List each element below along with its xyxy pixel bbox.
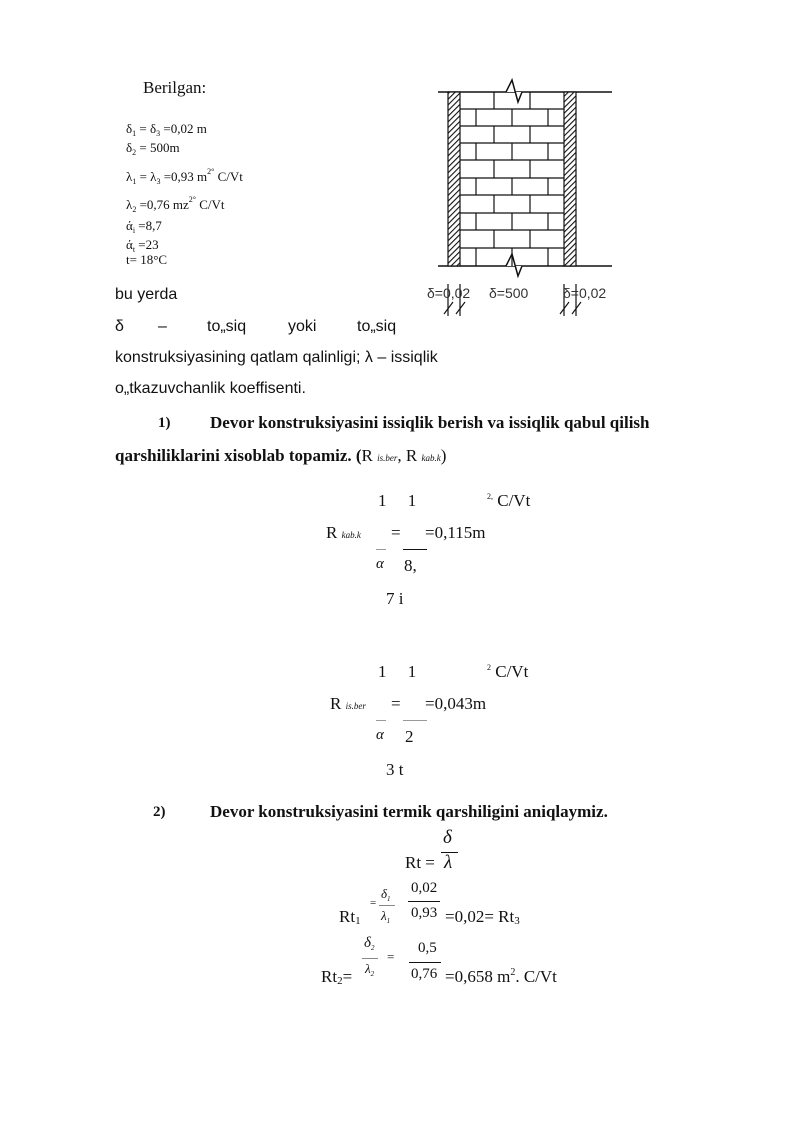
formula1-bar-alpha <box>376 549 386 550</box>
given-alpha-t: $ά_t =23$ <box>126 237 159 254</box>
formula5-numerator: 0,5 <box>418 940 437 956</box>
formula4-numerator: 0,02 <box>411 880 438 896</box>
given-alpha-i: $ά_i =8,7$ <box>126 218 162 235</box>
formula5-denominator: 0,76 <box>411 966 438 982</box>
formula1-equals: = <box>391 523 401 542</box>
formula3-lambda: λ <box>444 852 453 873</box>
dimension-label-right: δ=0,02 <box>563 285 607 301</box>
formula3-lhs: Rt = <box>405 853 435 872</box>
formula4-lambda: $\lambda_1$ <box>381 908 391 925</box>
formula2-bar-value <box>403 720 427 721</box>
formula2-numerators: 1 1 <box>378 662 417 681</box>
formula4-delta: $\delta_1$ <box>381 886 391 903</box>
formula4-lhs: Rt1 <box>339 907 361 927</box>
section-2-title: Devor konstruksiyasini termik qarshiligini aniqlaymiz. <box>210 802 608 821</box>
formula1-bottom: 7 i <box>386 589 404 608</box>
given-delta-2: $\delta_2 = 500m$ <box>126 140 180 157</box>
brick-masonry <box>460 92 564 266</box>
formula4-bar-values <box>408 901 440 902</box>
formula1-alpha: α <box>376 556 384 572</box>
break-mark-top <box>506 80 522 102</box>
formula5-equals-2: = <box>387 949 395 964</box>
dimension-label-middle: δ=500 <box>489 285 529 301</box>
formula1-unit: $^{2,}$ C/Vt <box>487 491 531 510</box>
given-lambda-1: $\lambda_1 = \lambda_3 =0,93$ $m^{2^\circ}$ C/Vt <box>126 167 243 186</box>
formula2-bar-alpha <box>376 720 386 721</box>
plaster-layer-right <box>564 92 576 266</box>
formula1-bar-value <box>403 549 427 550</box>
formula2-bottom: 3 t <box>386 760 404 779</box>
formula4-result: =0,02= Rt3 <box>445 907 520 927</box>
section-1-title: Devor konstruksiyasini issiqlik berish va issiqlik qabul qilish <box>210 413 650 432</box>
delta-word-yoki: yoki <box>288 318 317 335</box>
formula3-delta: δ <box>443 827 452 848</box>
formula4-denominator: 0,93 <box>411 905 438 921</box>
formula2-denominator: 2 <box>405 727 414 746</box>
given-temperature: t= 18°C <box>126 252 168 267</box>
break-mark-bottom <box>506 254 522 276</box>
plaster-layer-left <box>448 92 460 266</box>
brick-wall-diagram <box>420 70 630 320</box>
given-delta-1: $\delta_1 = \delta_3 =0,02$ m <box>126 121 207 138</box>
given-lambda-2: $\lambda_2 =0,76$ $mz^{2^\circ}$ C/Vt <box>126 195 225 214</box>
formula1-result: =0,115m <box>425 523 486 542</box>
formula2-result: =0,043m <box>425 694 487 713</box>
section-1-number: 1) <box>158 415 171 431</box>
bu-yerda-text: bu yerda <box>115 286 178 303</box>
given-heading: Berilgan: <box>143 78 207 97</box>
formula5-delta: $\delta_2$ <box>364 935 375 952</box>
formula2-equals: = <box>391 694 401 713</box>
definition-line-2: konstruksiyasining qatlam qalinligi; λ – issiqlik <box>115 349 438 366</box>
formula4-equals: = <box>370 897 377 909</box>
formula2-lhs: R is.ber <box>330 694 366 713</box>
section-1-title-line-2: qarshiliklarini xisoblab topamiz. (R is.ber, R kab.k) <box>115 446 447 465</box>
delta-word-tosiq-2: to„siq <box>357 318 397 335</box>
delta-dash: – <box>158 318 167 335</box>
formula2-alpha: α <box>376 727 384 743</box>
delta-definition-part1: δ <box>115 318 124 335</box>
formula5-lambda: $\lambda_2$ <box>365 961 375 978</box>
formula5-result: =0,658 $m^2$. C/Vt <box>445 967 557 986</box>
formula4-bar-symbols <box>379 905 395 906</box>
definition-line-3: o„tkazuvchanlik koeffisenti. <box>115 380 306 397</box>
formula1-denominator: 8, <box>404 556 417 575</box>
section-2-number: 2) <box>153 804 166 820</box>
delta-word-tosiq-1: to„siq <box>207 318 247 335</box>
formula5-bar-symbols <box>362 958 378 959</box>
formula5-lhs: Rt2= <box>321 967 353 987</box>
dimension-label-left: δ=0,02 <box>427 285 471 301</box>
formula5-bar-values <box>409 962 441 963</box>
formula2-unit: $^2$ C/Vt <box>487 662 529 681</box>
formula1-numerators: 1 1 <box>378 491 417 510</box>
formula1-lhs: R kab.k <box>326 523 361 542</box>
